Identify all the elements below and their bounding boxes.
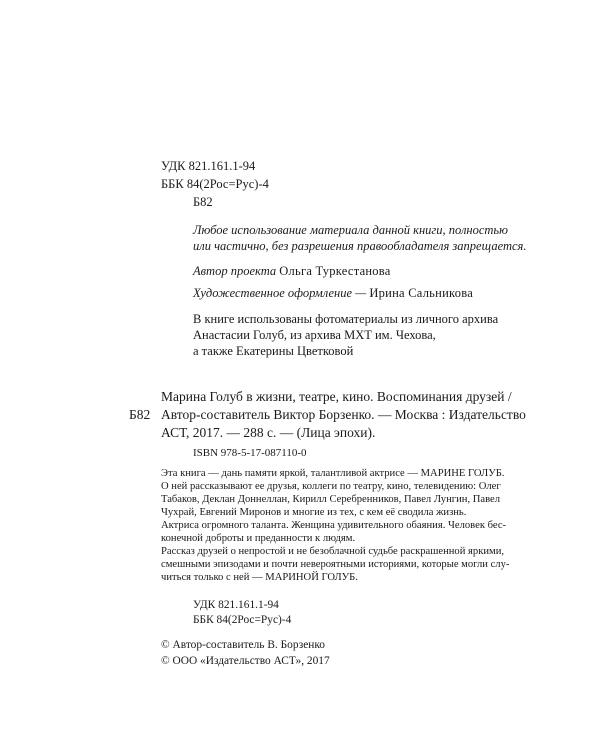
annotation-line: смешными эпизодами и почти невероятными историями, которые могли слу- [161,559,510,570]
annotation-line: О ней рассказывают ее друзья, коллеги по театру, кино, телевидению: Олег [161,481,501,492]
photo-credit-line: В книге использованы фотоматериалы из личного архива [193,312,499,326]
catalog-description-line: Марина Голуб в жизни, театре, кино. Воспоминания друзей / [161,389,512,404]
catalog-mark: Б82 [129,407,151,422]
photo-credit-line: а также Екатерины Цветковой [193,344,354,358]
design-credit [193,284,473,302]
bbk-code: ББК 84(2Рос=Рус)-4 [161,177,269,191]
photo-credit-line: Анастасии Голуб, из архива МХТ им. Чехова, [193,328,436,342]
udk-code: УДК 821.161.1-94 [161,159,256,173]
project-author-label: Автор проекта [193,264,277,278]
catalog-description-line: АСТ, 2017. — 288 с. — (Лица эпохи). [161,425,376,440]
annotation-line: Табаков, Деклан Доннеллан, Кирилл Серебренников, Павел Лунгин, Павел [161,494,501,505]
annotation-line: Эта книга — дань памяти яркой, талантливой актрисе — МАРИНЕ ГОЛУБ. [161,468,505,479]
design-name: Ирина Сальникова [369,286,473,300]
rights-line: или частично, без разрешения правообладателя запрещается. [193,239,527,253]
project-author-name: Ольга Туркестанова [279,264,391,278]
project-author [193,262,391,280]
annotation-line: Чухрай, Евгений Миронов и многие из тех, с кем её сводила жизнь. [161,507,467,518]
bottom-bbk-code: ББК 84(2Рос=Рус)-4 [193,614,292,626]
author-mark: Б82 [193,195,213,209]
catalog-description-line: Автор-составитель Виктор Борзенко. — Москва : Издательство [161,407,526,422]
bottom-udk-code: УДК 821.161.1-94 [193,599,279,611]
isbn: ISBN 978-5-17-087110-0 [193,447,307,459]
copyright-line: © ООО «Издательство АСТ», 2017 [161,655,330,667]
copyright-line: © Автор-составитель В. Борзенко [161,639,325,651]
annotation-line: читься только с ней — МАРИНОЙ ГОЛУБ. [161,572,358,583]
rights-line: Любое использование материала данной книги, полностью [193,223,508,237]
annotation-line: Рассказ друзей о непростой и не безоблачной судьбе раскрашенной яркими, [161,546,505,557]
annotation-line: конечной доброты и преданности к людям. [161,533,356,544]
design-label: Художественное оформление — [193,286,367,300]
annotation-line: Актриса огромного таланта. Женщина удивительного обаяния. Человек бес- [161,520,507,531]
